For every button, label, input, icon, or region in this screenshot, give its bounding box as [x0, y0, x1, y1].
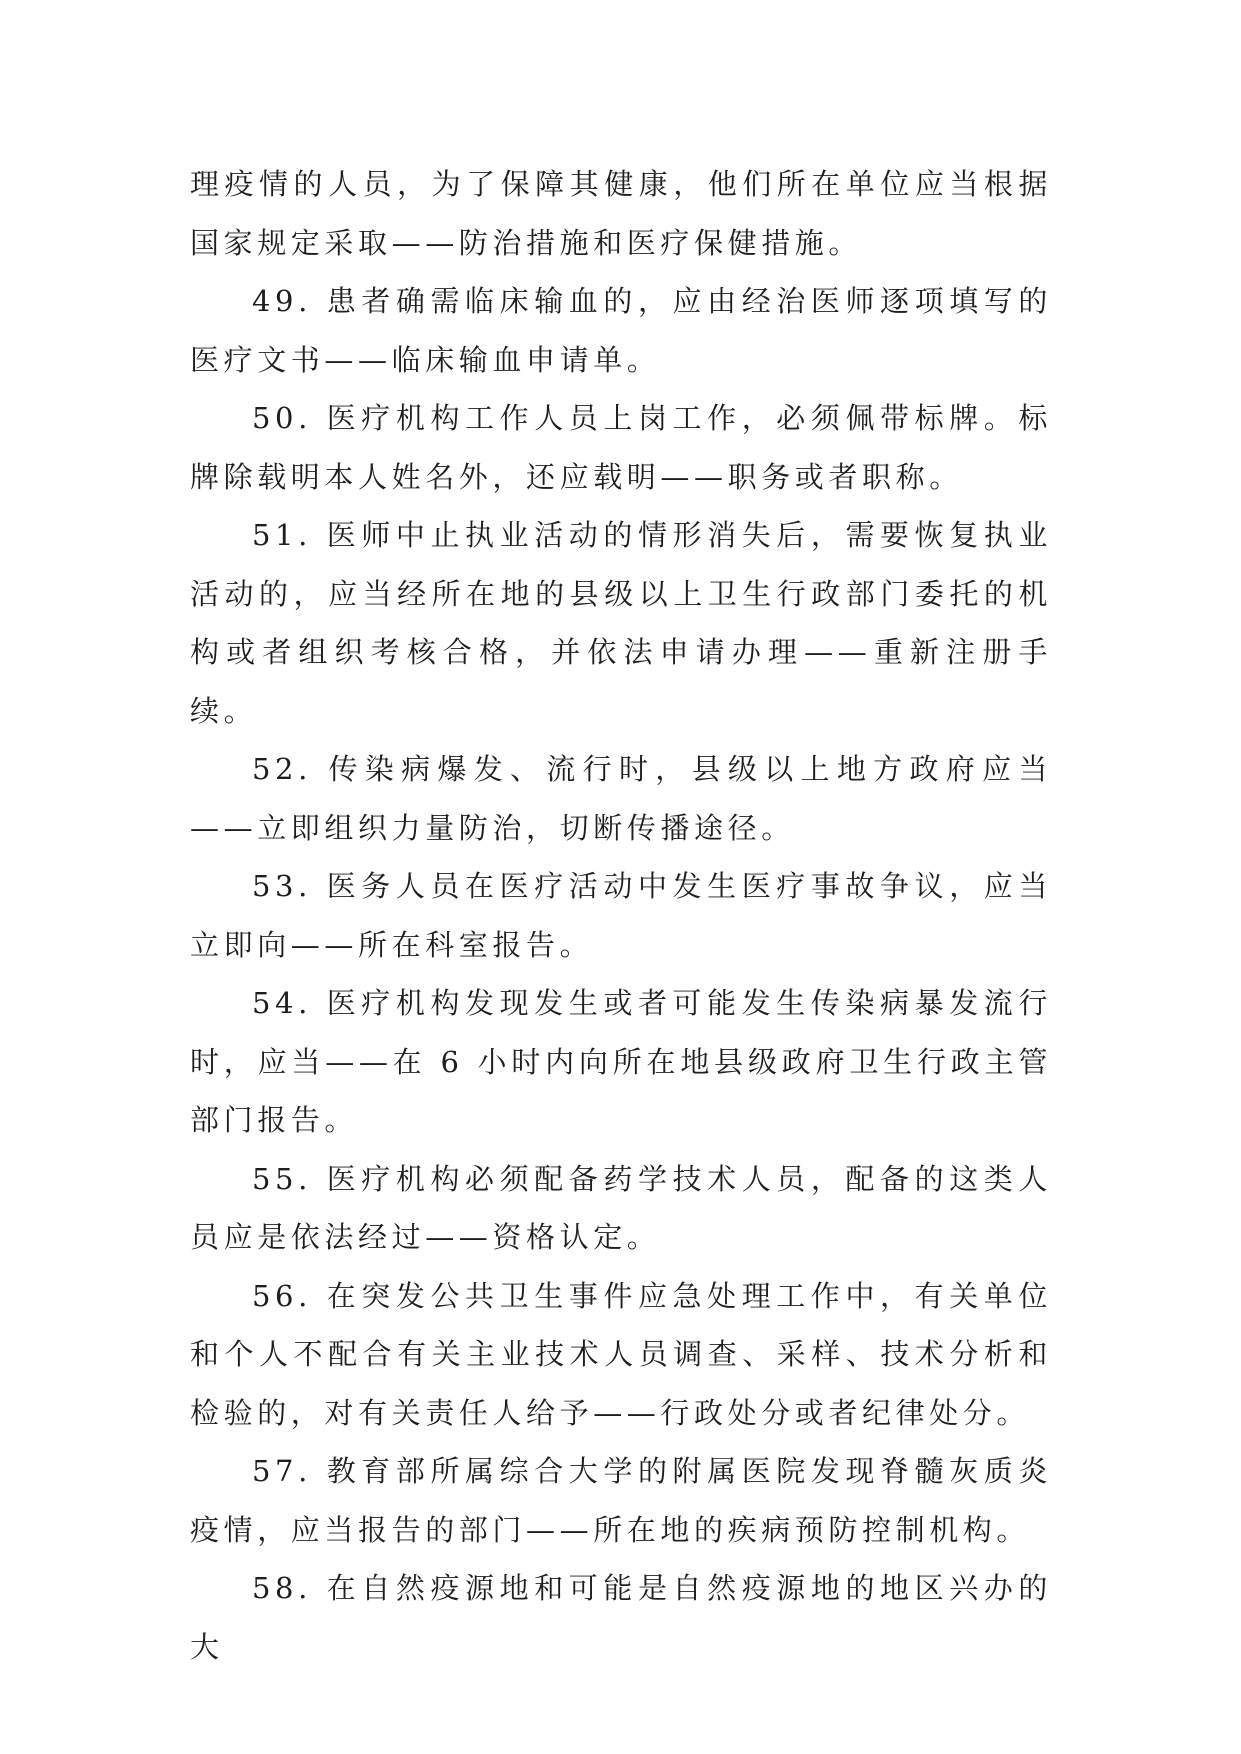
document-body: [190, 155, 1052, 1676]
paragraph-item-54: 54. 医疗机构发现发生或者可能发生传染病暴发流行时，应当——在 6 小时内向所在地县级政府卫生行政主管部门报告。: [190, 986, 1052, 1137]
paragraph-item-56: 56. 在突发公共卫生事件应急处理工作中，有关单位和个人不配合有关主业技术人员调查、采样、技术分析和检验的，对有关责任人给予——行政处分或者纪律处分。: [190, 1278, 1052, 1430]
paragraph-item-52: 52. 传染病爆发、流行时，县级以上地方政府应当——立即组织力量防治，切断传播途径。: [190, 752, 1052, 845]
paragraph-item-51: 51. 医师中止执业活动的情形消失后，需要恢复执业活动的，应当经所在地的县级以上卫生行政部门委托的机构或者组织考核合格，并依法申请办理——重新注册手续。: [190, 518, 1052, 728]
paragraph-item-58: 58. 在自然疫源地和可能是自然疫源地的地区兴办的大: [190, 1571, 1052, 1664]
paragraph-item-57: 57. 教育部所属综合大学的附属医院发现脊髓灰质炎疫情，应当报告的部门——所在地的疾病预防控制机构。: [190, 1454, 1052, 1547]
paragraph-item-53: 53. 医务人员在医疗活动中发生医疗事故争议，应当立即向——所在科室报告。: [190, 869, 1052, 962]
paragraph-item-49: 49. 患者确需临床输血的，应由经治医师逐项填写的医疗文书——临床输血申请单。: [190, 284, 1052, 377]
paragraph-item-55: 55. 医疗机构必须配备药学技术人员，配备的这类人员应是依法经过——资格认定。: [190, 1161, 1052, 1254]
paragraph-item-50: 50. 医疗机构工作人员上岗工作，必须佩带标牌。标牌除载明本人姓名外，还应载明——职务或者职称。: [190, 401, 1052, 494]
paragraph-continuation: 理疫情的人员，为了保障其健康，他们所在单位应当根据国家规定采取——防治措施和医疗保健措施。: [190, 167, 1052, 260]
